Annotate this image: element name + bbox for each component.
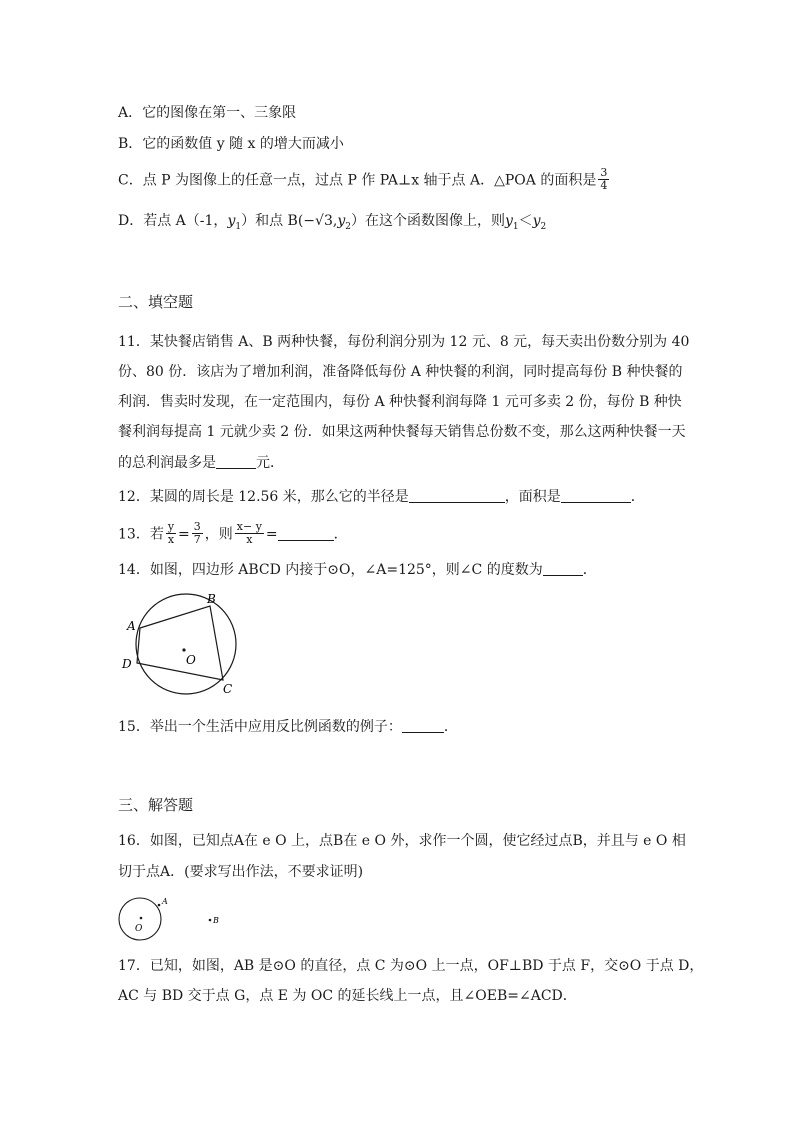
q12 (118, 487, 645, 507)
label-b: B (213, 916, 219, 925)
label-d: D (122, 657, 132, 671)
q13-text: 13．若 (118, 526, 164, 543)
q14 (118, 560, 597, 580)
label-a: A (127, 619, 136, 633)
option-c-fraction (598, 167, 609, 192)
fraction-denominator: x (246, 533, 253, 546)
q13-text-end: ． (333, 526, 348, 543)
subscript: 2 (345, 221, 351, 232)
equals-sign: = (265, 526, 278, 543)
q11-text: 的总利润最多是 (118, 455, 216, 471)
option-b: B．它的函数值 y 随 x 的增大而减小 (118, 136, 344, 152)
option-a: A．它的图像在第一、三象限 (118, 105, 297, 121)
fraction-denominator: 7 (193, 533, 201, 546)
point-b (209, 919, 212, 922)
q12-text-mid: ，面积是 (504, 489, 561, 505)
option-d-end: ）在这个函数图像上，则 (350, 213, 505, 229)
var-y: y (532, 213, 541, 229)
q15 (118, 717, 458, 737)
point-a (158, 904, 161, 907)
section-title-fill-blank: 二、填空题 (118, 293, 194, 311)
subscript: 1 (512, 221, 519, 232)
q16-figure (118, 893, 228, 945)
center-point (182, 648, 185, 651)
q15-text-end: ． (443, 719, 458, 735)
q11-line-4: 餐利润每提高 1 元就少卖 2 份．如果这两种快餐每天销售总份数不变，那么这两种快餐一天 (118, 424, 686, 440)
q12-text: 12．某圆的周长是 12.56 米，那么它的半径是 (118, 489, 409, 505)
center-point (140, 917, 143, 920)
fraction-numerator: 3 (193, 520, 201, 533)
q16-line-1: 16．如图，已知点A在 e O 上，点B在 e O 外，求作一个圆，使它经过点B，并且与 e O 相 (118, 833, 686, 849)
label-o: O (186, 653, 196, 667)
q16-line-2: 切于点A．(要求写出作法，不要求证明) (118, 864, 364, 880)
label-o: O (135, 924, 143, 934)
var-y: y (337, 213, 346, 229)
q13-fraction-3 (235, 521, 264, 546)
q17-line-2: AC 与 BD 交于点 G，点 E 为 OC 的延长线上一点，且∠OEB=∠ACD． (118, 988, 577, 1004)
q11-line-1: 11．某快餐店销售 A、B 两种快餐，每份利润分别为 12 元、8 元，每天卖出份数分别为 40 (118, 334, 690, 350)
relation-symbol: ＜ (518, 213, 533, 229)
label-a: A (162, 897, 168, 906)
subscript: 2 (540, 221, 547, 232)
option-d-prefix: D．若点 A（-1， (118, 213, 228, 229)
answer-blank[interactable] (543, 561, 583, 576)
q14-text-end: ． (582, 562, 597, 578)
label-c: C (223, 682, 233, 696)
q11-text-end: 元． (256, 455, 284, 471)
q11-line-5 (118, 453, 284, 473)
q13-text-mid: ，则 (204, 526, 233, 543)
q13-fraction-1 (166, 521, 176, 546)
fraction-denominator: x (167, 533, 175, 546)
option-d-mid: ）和点 B(−√3, (241, 213, 338, 229)
q17-line-1: 17．已知，如图，AB 是⊙O 的直径，点 C 为⊙O 上一点，OF⊥BD 于点 F，交⊙O 于点 D， (118, 958, 704, 974)
option-d (118, 211, 546, 237)
option-c-text: C．点 P 为图像上的任意一点，过点 P 作 PA⊥x 轴于点 A．△POA 的面积是 (118, 172, 597, 189)
answer-blank[interactable] (402, 718, 444, 733)
q13-fraction-2 (192, 521, 203, 546)
equals-sign: = (178, 526, 190, 543)
label-b: B (207, 592, 216, 606)
q11-line-2: 份、80 份．该店为了增加利润，准备降低每份 A 种快餐的利润，同时提高每份 B 种快餐的 (118, 364, 683, 380)
q15-text: 15．举出一个生活中应用反比例函数的例子： (118, 719, 402, 735)
option-c (118, 168, 611, 193)
q14-text: 14．如图，四边形 ABCD 内接于⊙O，∠A=125°，则∠C 的度数为 (118, 562, 543, 578)
q14-figure (118, 590, 248, 700)
fraction-denominator: 4 (600, 179, 608, 192)
quadrilateral-abcd (137, 606, 223, 680)
subscript: 1 (235, 221, 242, 232)
var-y: y (504, 213, 513, 229)
q12-text-end: ． (630, 489, 645, 505)
fraction-numerator: y (167, 520, 175, 533)
fraction-numerator: 3 (600, 166, 608, 179)
answer-blank[interactable] (216, 454, 256, 469)
q13 (118, 522, 348, 547)
fraction-numerator: x− y (236, 520, 262, 533)
answer-blank[interactable] (278, 526, 334, 541)
answer-blank-radius[interactable] (409, 488, 505, 503)
q11-line-3: 利润．售卖时发现，在一定范围内，每份 A 种快餐利润每降 1 元可多卖 2 份，每份 B 种快 (118, 394, 682, 410)
var-y: y (227, 213, 236, 229)
section-title-solve: 三、解答题 (118, 796, 194, 814)
answer-blank-area[interactable] (561, 488, 631, 503)
